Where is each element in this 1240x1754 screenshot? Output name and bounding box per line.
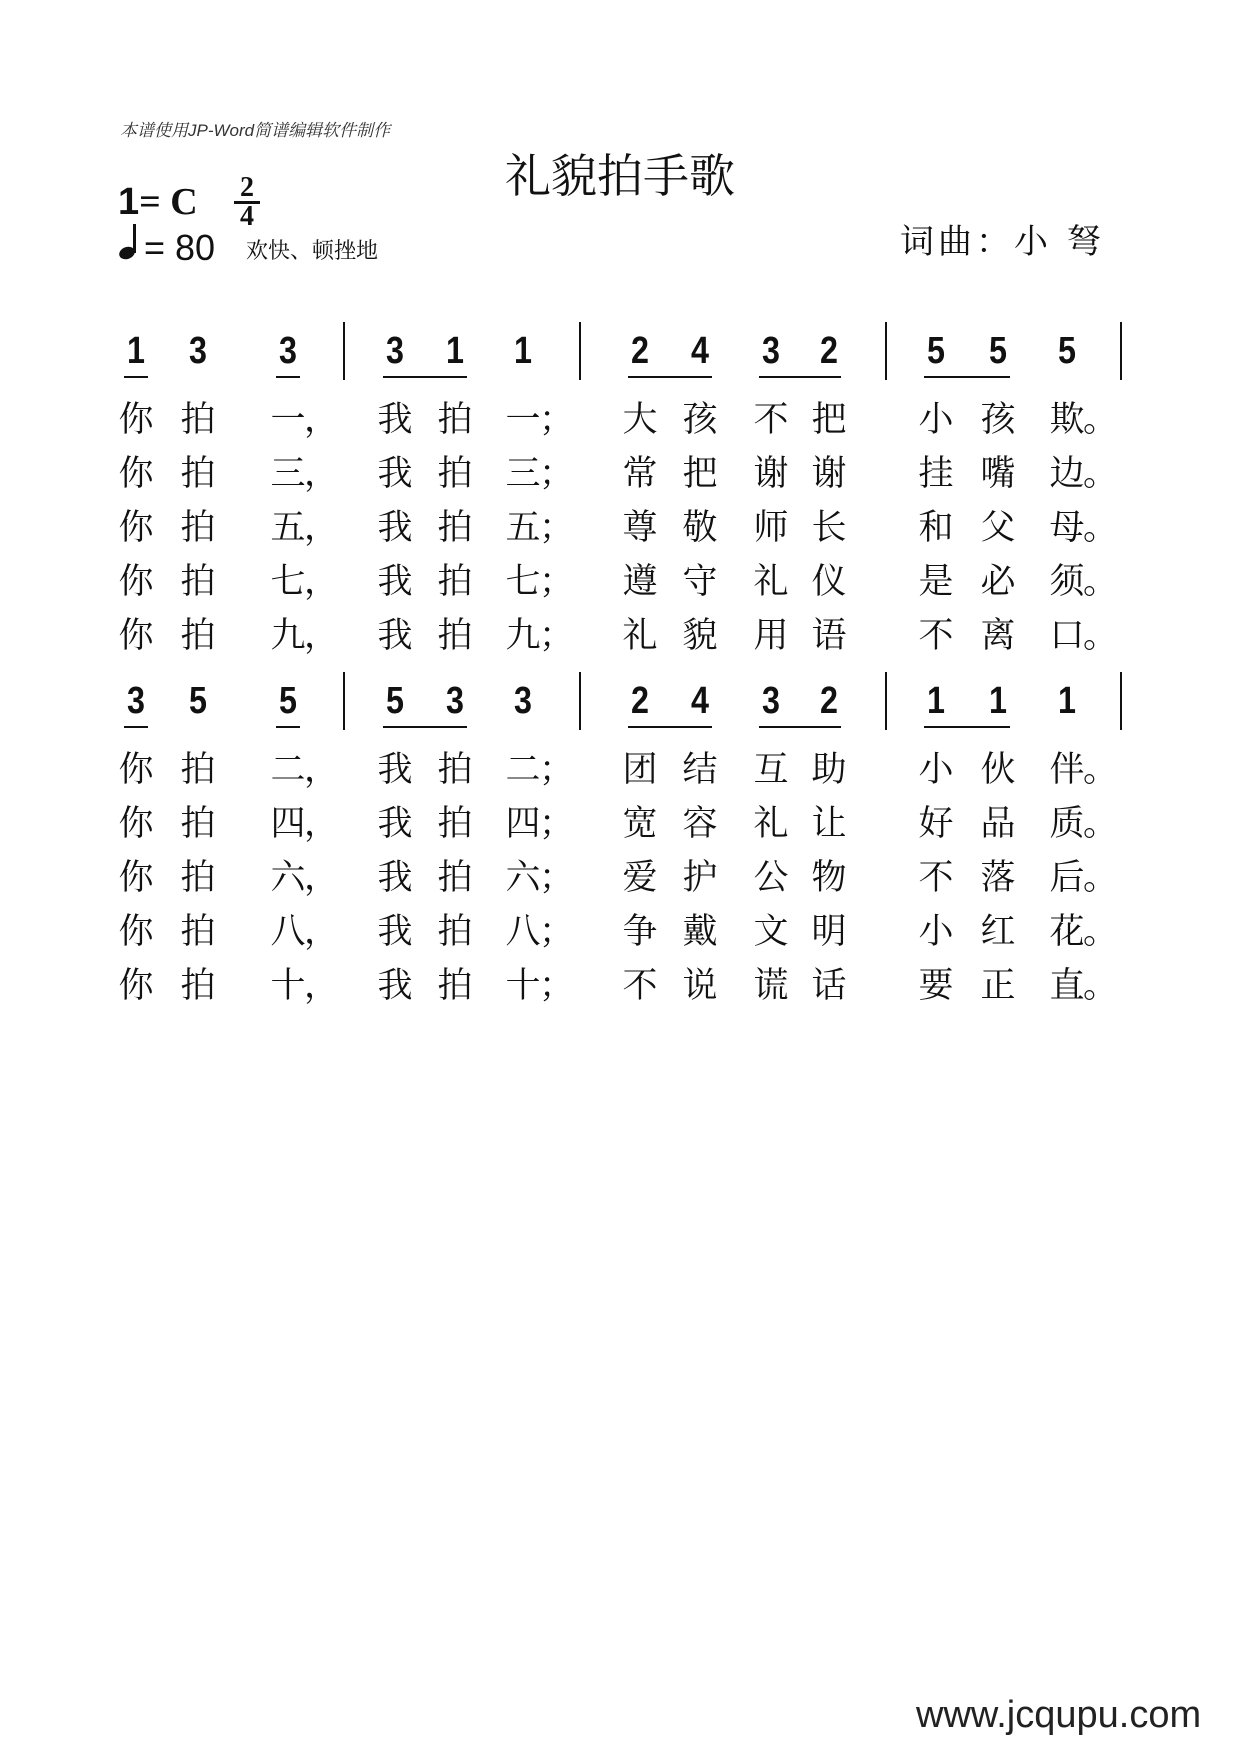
lyric-char: 拍 [437,454,473,494]
lyric-punctuation: 。 [1083,508,1119,548]
note: 1 [127,330,145,372]
eighth-underline [759,376,841,378]
lyric-char: 你 [118,966,154,1006]
key-signature [118,180,198,224]
lyric-char: 公 [753,858,789,898]
note: 2 [820,330,838,372]
lyric-char: 长 [811,508,847,548]
lyric-char: 六 [505,858,541,898]
lyric-char: 和 [918,508,954,548]
lyric-char: 二 [505,750,541,790]
lyric-char: 二 [270,750,306,790]
lyric-char: 我 [377,454,413,494]
lyric-char: 离 [980,616,1016,656]
note: 3 [514,680,532,722]
note: 5 [927,330,945,372]
lyric-char: 是 [918,562,954,602]
lyric-punctuation: ； [539,966,575,1006]
eighth-underline [759,726,841,728]
note: 3 [189,330,207,372]
note: 5 [189,680,207,722]
lyric-char: 不 [622,966,658,1006]
lyric-char: 尊 [622,508,658,548]
lyric-char: 你 [118,400,154,440]
lyric-char: 结 [682,750,718,790]
lyric-char: 四 [505,804,541,844]
lyric-char: 须 [1049,562,1085,602]
lyric-punctuation: ； [539,616,575,656]
lyric-char: 小 [918,912,954,952]
note: 3 [386,330,404,372]
lyric-char: 口 [1049,616,1085,656]
lyric-char: 拍 [180,400,216,440]
lyric-punctuation: 。 [1083,562,1119,602]
note: 4 [691,680,709,722]
lyric-punctuation: 。 [1083,804,1119,844]
lyric-char: 我 [377,400,413,440]
note: 3 [279,330,297,372]
lyric-char: 拍 [437,804,473,844]
eighth-underline [924,376,1010,378]
lyric-punctuation: ， [304,750,340,790]
lyric-punctuation: ； [539,804,575,844]
software-watermark: 本谱使用JP-Word简谱编辑软件制作 [120,121,391,140]
lyric-char: 常 [622,454,658,494]
lyric-char: 九 [270,616,306,656]
lyric-punctuation: ， [304,562,340,602]
lyric-char: 你 [118,562,154,602]
note: 3 [446,680,464,722]
lyric-char: 拍 [437,750,473,790]
lyric-char: 一 [270,400,306,440]
note: 3 [762,330,780,372]
lyric-char: 语 [811,616,847,656]
note: 1 [1058,680,1076,722]
note: 2 [631,680,649,722]
lyric-char: 话 [811,966,847,1006]
lyric-punctuation: 。 [1083,966,1119,1006]
lyric-punctuation: ； [539,858,575,898]
lyric-char: 我 [377,562,413,602]
lyric-char: 爱 [622,858,658,898]
eighth-underline [628,726,712,728]
lyric-char: 七 [270,562,306,602]
lyric-char: 我 [377,616,413,656]
lyric-char: 孩 [980,400,1016,440]
lyric-char: 质 [1049,804,1085,844]
lyric-punctuation: ； [539,400,575,440]
lyric-char: 后 [1049,858,1085,898]
lyric-char: 拍 [180,858,216,898]
song-title: 礼貌拍手歌 [505,149,735,203]
note: 1 [446,330,464,372]
time-signature-top: 2 [240,172,254,203]
lyric-punctuation: ， [304,616,340,656]
lyric-char: 我 [377,508,413,548]
lyric-char: 助 [811,750,847,790]
note: 5 [386,680,404,722]
barline [885,672,887,730]
lyric-punctuation: ， [304,858,340,898]
lyric-char: 不 [918,858,954,898]
time-signature-bottom: 4 [240,201,254,232]
lyric-char: 花 [1049,912,1085,952]
note: 1 [927,680,945,722]
note: 3 [127,680,145,722]
lyric-char: 八 [270,912,306,952]
lyric-char: 拍 [180,804,216,844]
eighth-underline [276,376,300,378]
tempo-value: = 80 [144,227,216,268]
lyric-char: 拍 [180,508,216,548]
eighth-underline [628,376,712,378]
barline [1120,322,1122,380]
note: 5 [279,680,297,722]
lyric-char: 红 [980,912,1016,952]
note: 1 [514,330,532,372]
lyric-char: 谢 [753,454,789,494]
lyric-char: 用 [753,616,789,656]
lyric-char: 谢 [811,454,847,494]
lyric-char: 你 [118,508,154,548]
lyric-char: 你 [118,804,154,844]
lyric-char: 敬 [682,508,718,548]
key-name: = C [139,181,198,223]
lyric-punctuation: ， [304,804,340,844]
lyric-char: 正 [980,966,1016,1006]
note: 4 [691,330,709,372]
lyric-char: 谎 [753,966,789,1006]
barline [1120,672,1122,730]
lyric-punctuation: 。 [1083,858,1119,898]
lyric-char: 容 [682,804,718,844]
lyric-char: 遵 [622,562,658,602]
lyric-char: 拍 [180,750,216,790]
lyric-char: 你 [118,616,154,656]
lyric-char: 你 [118,912,154,952]
barline [343,672,345,730]
lyric-char: 师 [753,508,789,548]
lyric-char: 落 [980,858,1016,898]
lyric-char: 你 [118,750,154,790]
lyric-char: 小 [918,750,954,790]
time-signature [234,172,260,232]
lyric-punctuation: ， [304,912,340,952]
lyric-char: 孩 [682,400,718,440]
lyric-char: 三 [505,454,541,494]
lyric-char: 我 [377,750,413,790]
lyric-char: 一 [505,400,541,440]
lyric-char: 文 [753,912,789,952]
lyric-punctuation: 。 [1083,750,1119,790]
lyric-punctuation: ； [539,562,575,602]
lyric-char: 母 [1049,508,1085,548]
lyric-punctuation: ， [304,508,340,548]
note: 1 [989,680,1007,722]
lyric-char: 要 [918,966,954,1006]
lyric-char: 拍 [437,400,473,440]
note: 2 [631,330,649,372]
lyric-char: 守 [682,562,718,602]
lyric-char: 十 [505,966,541,1006]
lyric-char: 拍 [437,562,473,602]
lyric-punctuation: ， [304,966,340,1006]
lyric-punctuation: ； [539,454,575,494]
lyric-punctuation: ； [539,750,575,790]
lyric-char: 拍 [180,454,216,494]
eighth-underline [276,726,300,728]
site-footer: www.jcqupu.com [916,1694,1202,1736]
lyric-char: 七 [505,562,541,602]
lyric-char: 九 [505,616,541,656]
barline [885,322,887,380]
lyric-char: 不 [753,400,789,440]
note: 5 [989,330,1007,372]
tempo-marking [118,224,215,269]
lyric-char: 戴 [682,912,718,952]
lyric-punctuation: 。 [1083,400,1119,440]
lyric-char: 大 [622,400,658,440]
lyric-char: 拍 [437,966,473,1006]
lyric-char: 挂 [918,454,954,494]
lyric-char: 争 [622,912,658,952]
lyric-char: 我 [377,912,413,952]
lyric-char: 伙 [980,750,1016,790]
lyric-char: 我 [377,804,413,844]
lyric-char: 必 [980,562,1016,602]
lyric-char: 伴 [1049,750,1085,790]
eighth-underline [124,726,148,728]
lyric-char: 让 [811,804,847,844]
lyric-char: 宽 [622,804,658,844]
lyric-char: 拍 [437,616,473,656]
lyric-char: 直 [1049,966,1085,1006]
lyric-punctuation: 。 [1083,616,1119,656]
key-tonic: 1 [118,181,140,223]
lyric-char: 礼 [622,616,658,656]
lyric-char: 护 [682,858,718,898]
lyric-char: 把 [811,400,847,440]
lyric-char: 把 [682,454,718,494]
lyric-char: 礼 [753,804,789,844]
lyric-char: 父 [980,508,1016,548]
note: 3 [762,680,780,722]
eighth-underline [383,726,467,728]
credits: 词曲：小 弩 [900,222,1105,262]
lyric-char: 小 [918,400,954,440]
quarter-note-icon [118,224,144,269]
lyric-char: 五 [270,508,306,548]
lyric-punctuation: ； [539,508,575,548]
lyric-char: 说 [682,966,718,1006]
lyric-punctuation: ； [539,912,575,952]
lyric-char: 团 [622,750,658,790]
lyric-char: 三 [270,454,306,494]
barline [343,322,345,380]
lyric-char: 好 [918,804,954,844]
lyric-char: 礼 [753,562,789,602]
lyric-char: 十 [270,966,306,1006]
eighth-underline [924,726,1010,728]
lyric-char: 拍 [437,858,473,898]
barline [579,322,581,380]
lyric-char: 欺 [1049,400,1085,440]
lyric-char: 你 [118,454,154,494]
lyric-punctuation: ， [304,454,340,494]
lyric-char: 拍 [437,912,473,952]
lyric-char: 我 [377,858,413,898]
lyric-punctuation: 。 [1083,454,1119,494]
lyric-char: 八 [505,912,541,952]
lyric-char: 拍 [180,616,216,656]
note: 2 [820,680,838,722]
lyric-char: 拍 [180,562,216,602]
lyric-char: 不 [918,616,954,656]
expression-mark: 欢快、顿挫地 [246,239,379,264]
lyric-char: 互 [753,750,789,790]
lyric-char: 六 [270,858,306,898]
note: 5 [1058,330,1076,372]
lyric-char: 你 [118,858,154,898]
eighth-underline [124,376,148,378]
lyric-char: 仪 [811,562,847,602]
lyric-char: 拍 [437,508,473,548]
eighth-underline [383,376,467,378]
barline [579,672,581,730]
lyric-char: 拍 [180,912,216,952]
lyric-char: 嘴 [980,454,1016,494]
lyric-punctuation: ， [304,400,340,440]
lyric-char: 我 [377,966,413,1006]
lyric-char: 拍 [180,966,216,1006]
lyric-char: 貌 [682,616,718,656]
lyric-char: 品 [980,804,1016,844]
lyric-char: 边 [1049,454,1085,494]
lyric-char: 五 [505,508,541,548]
lyric-punctuation: 。 [1083,912,1119,952]
lyric-char: 四 [270,804,306,844]
lyric-char: 明 [811,912,847,952]
lyric-char: 物 [811,858,847,898]
